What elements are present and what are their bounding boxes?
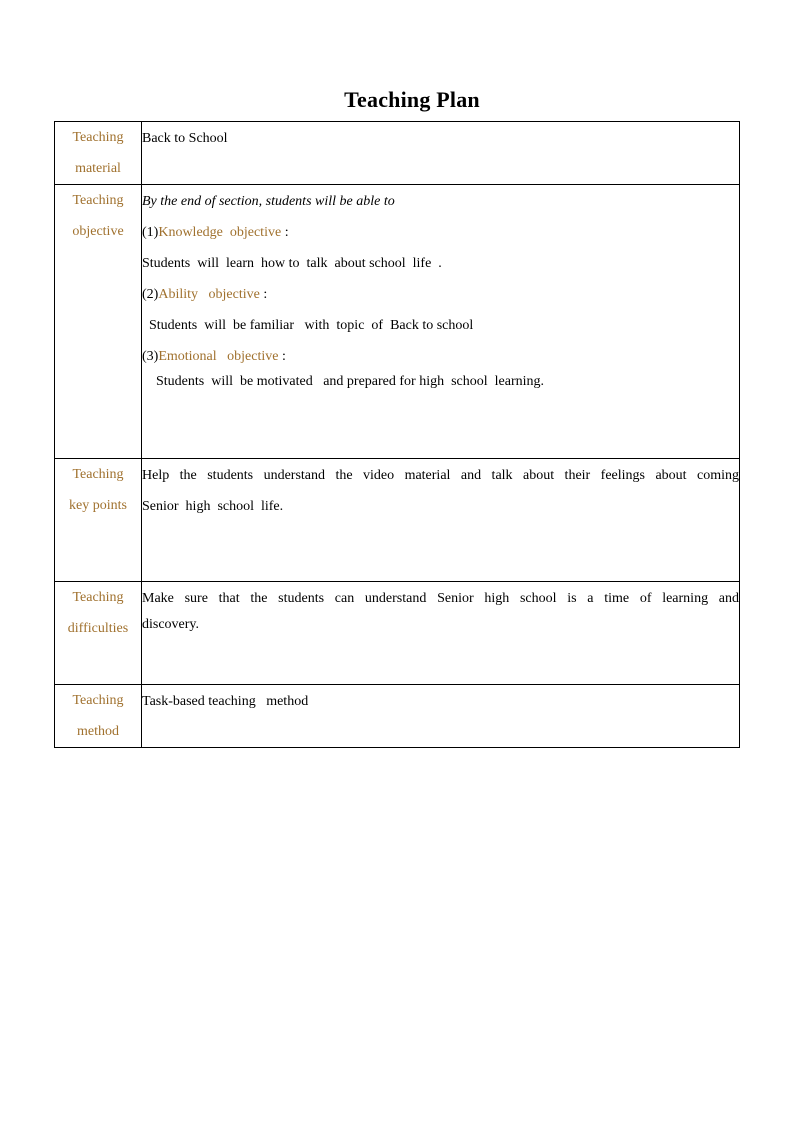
table-row-key-points — [55, 459, 740, 582]
objective-intro: By the end of section, students will be able to — [142, 194, 395, 209]
knowledge-label: Knowledge objective — [158, 225, 282, 240]
label-line: Teaching — [72, 590, 124, 605]
label-key-points — [55, 459, 142, 582]
emotional-objective-text: Students will be motivated and prepared for high school learning. — [142, 374, 545, 389]
label-line: Teaching — [72, 693, 124, 708]
knowledge-colon: : — [281, 225, 289, 240]
content-material — [142, 122, 740, 185]
label-line: objective — [72, 224, 124, 239]
label-line: Teaching — [72, 467, 124, 482]
emotional-number: (3) — [142, 349, 159, 364]
knowledge-objective-heading — [142, 217, 739, 248]
content-objective — [142, 185, 740, 459]
emotional-objective-heading — [142, 341, 739, 372]
emotional-label: Emotional objective — [158, 349, 279, 364]
label-line: difficulties — [67, 621, 129, 636]
table-row-difficulties — [55, 582, 740, 685]
label-objective — [55, 185, 142, 459]
teaching-plan-table — [54, 121, 740, 748]
label-material — [55, 122, 142, 185]
material-text: Back to School — [142, 131, 228, 146]
key-points-line-1: Help the students understand the video material and talk about their feelings about coming — [142, 468, 739, 483]
key-points-line-2: Senior high school life. — [142, 499, 284, 514]
ability-label: Ability objective — [158, 287, 260, 302]
label-line: Teaching — [72, 130, 124, 145]
ability-objective-heading — [142, 279, 739, 310]
ability-objective-text: Students will be familiar with topic of Back to school — [142, 318, 474, 333]
ability-colon: : — [259, 287, 268, 302]
label-line: material — [75, 161, 121, 176]
difficulties-line-1: Make sure that the students can understand Senior high school is a time of learning and — [142, 591, 739, 606]
label-line: Teaching — [72, 193, 124, 208]
knowledge-objective-text: Students will learn how to talk about school life . — [142, 256, 442, 271]
difficulties-line-2: discovery. — [142, 617, 200, 632]
method-text: Task-based teaching method — [142, 694, 309, 709]
page-title: Teaching Plan — [344, 87, 480, 112]
emotional-colon: : — [278, 349, 286, 364]
label-line: method — [77, 724, 119, 739]
table-row-objective — [55, 185, 740, 459]
table-row-method — [55, 685, 740, 748]
content-method — [142, 685, 740, 748]
ability-number: (2) — [142, 287, 159, 302]
content-difficulties — [142, 582, 740, 685]
knowledge-number: (1) — [142, 225, 159, 240]
table-row-material — [55, 122, 740, 185]
content-key-points — [142, 459, 740, 582]
label-difficulties — [55, 582, 142, 685]
label-method — [55, 685, 142, 748]
label-line: key points — [69, 498, 127, 513]
